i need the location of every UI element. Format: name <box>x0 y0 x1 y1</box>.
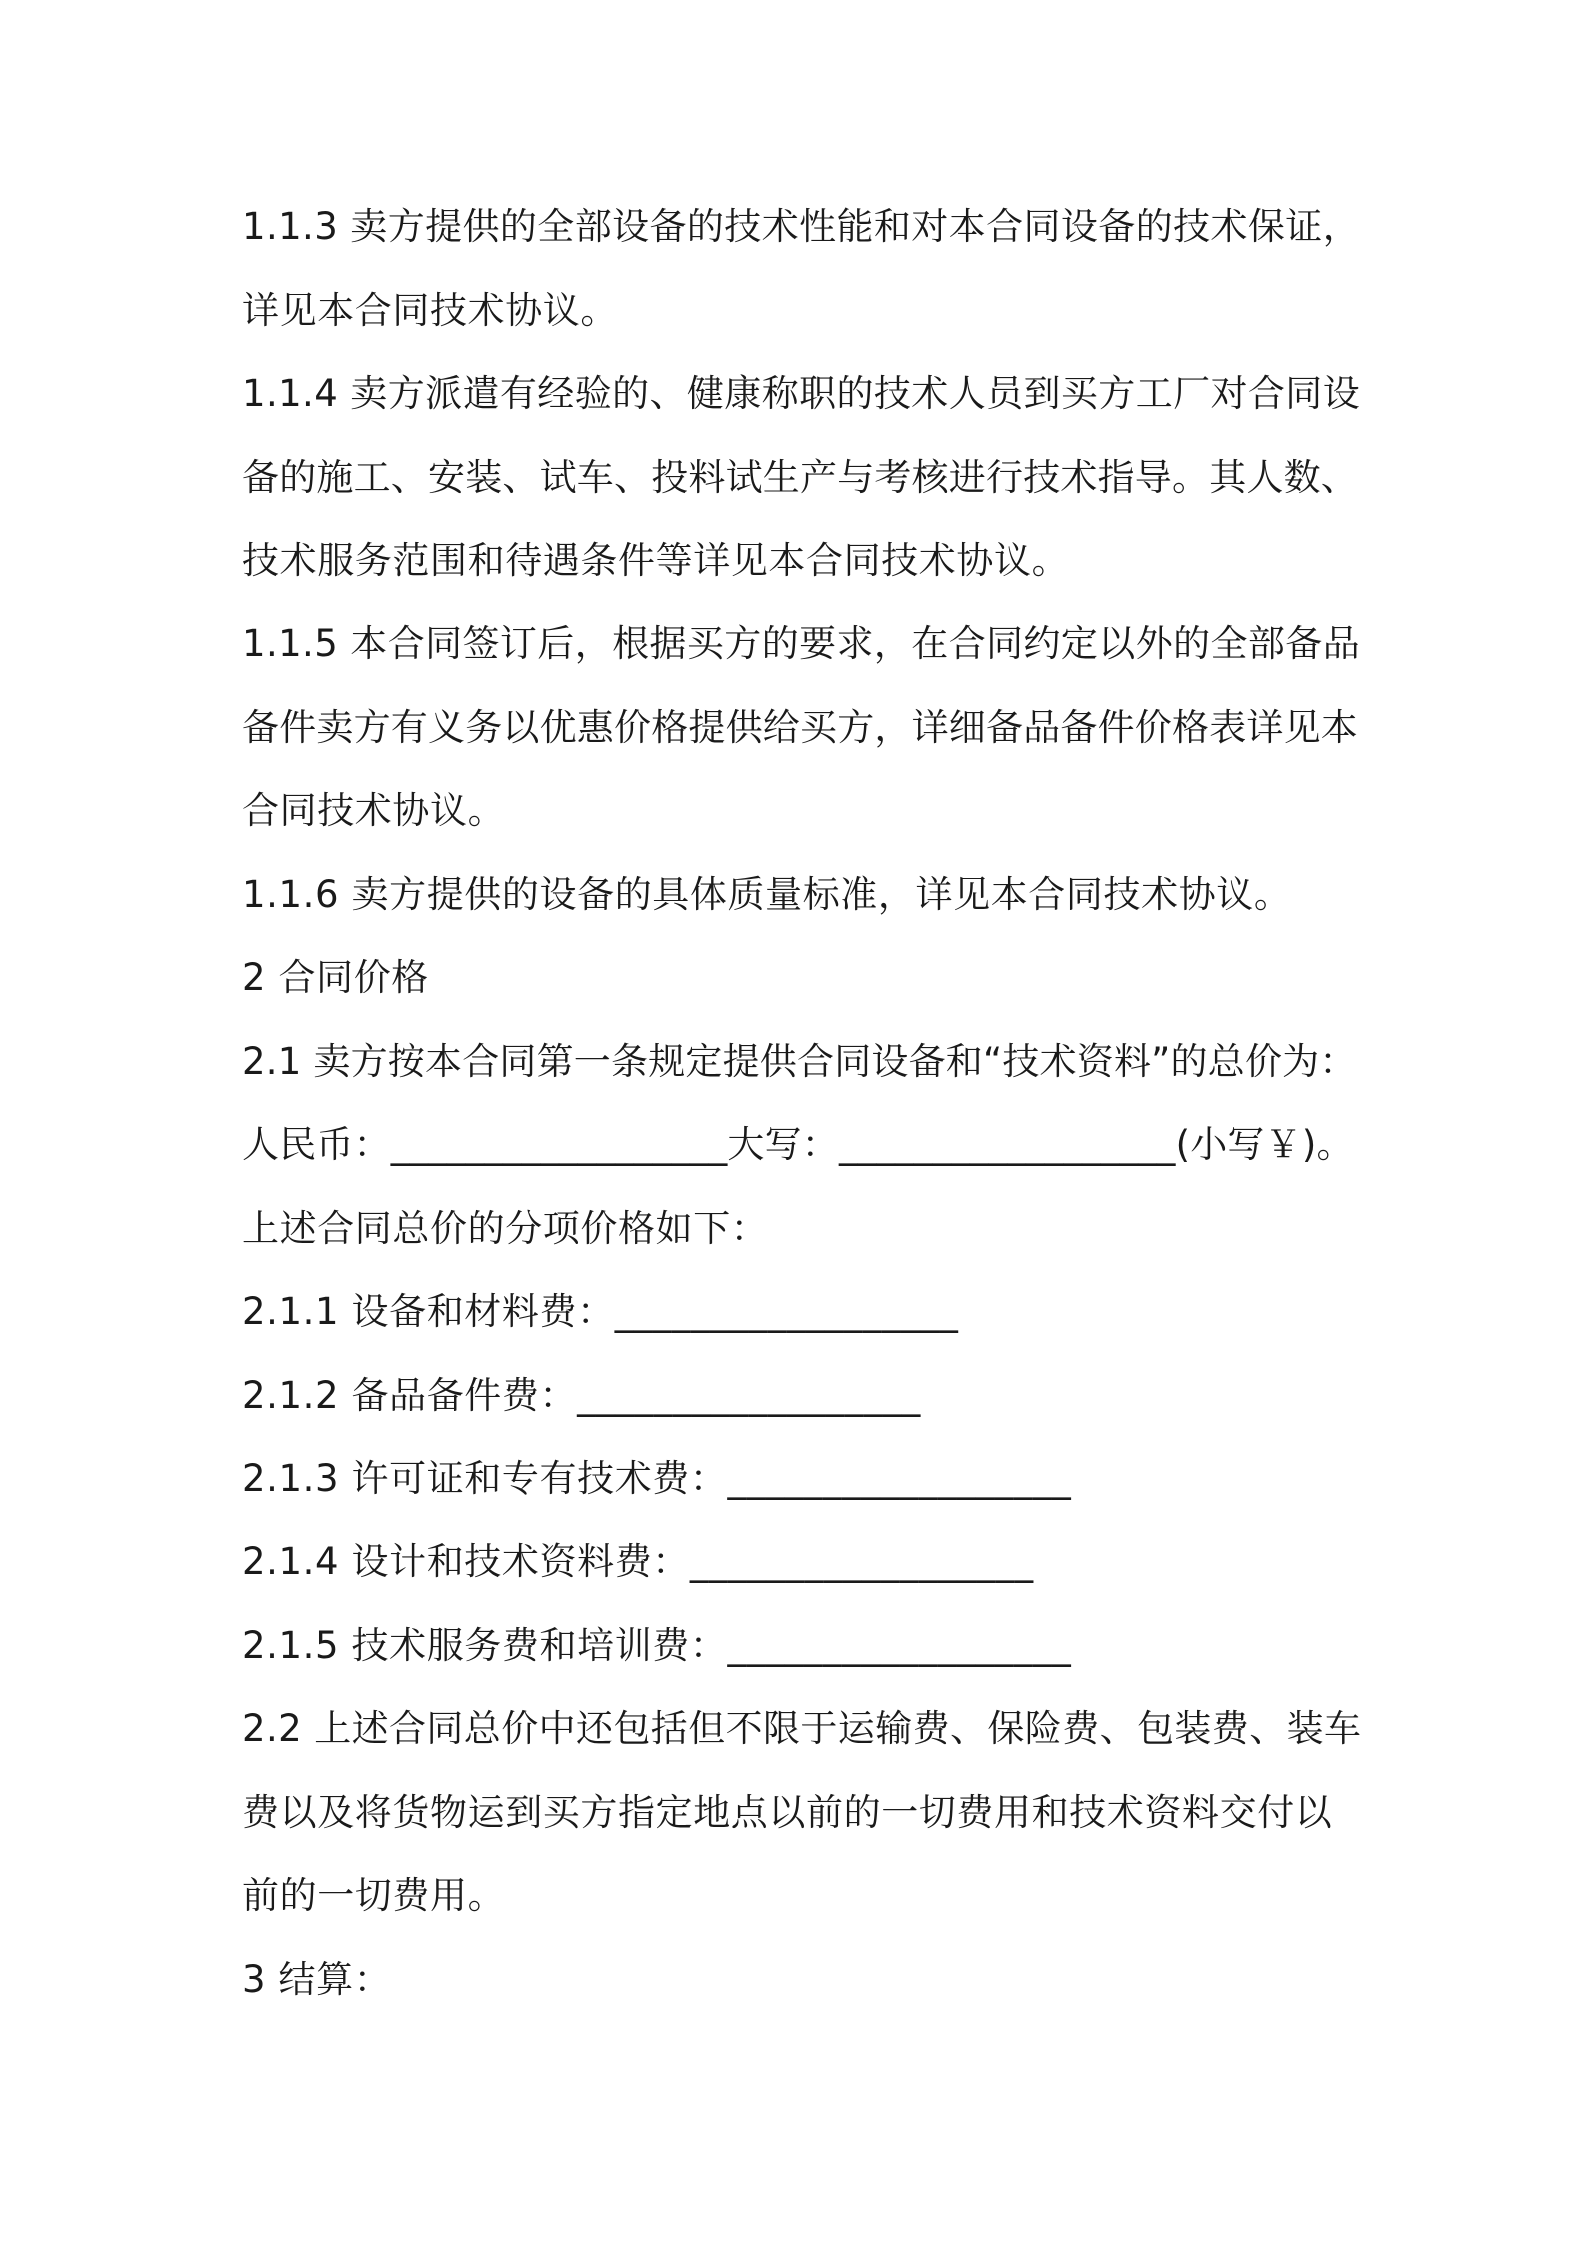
clause-1-1-6: 1.1.6 卖方提供的设备的具体质量标准，详见本合同技术协议。 <box>242 873 1292 916</box>
clause-1-1-3-line-1: 1.1.3 卖方提供的全部设备的技术性能和对本合同设备的技术保证， <box>242 205 1361 248</box>
clause-2-1-1: 2.1.1 设备和材料费：__________________ <box>242 1290 959 1333</box>
clause-1-1-3-line-2: 详见本合同技术协议。 <box>242 289 618 332</box>
clause-2-1-line-3: 上述合同总价的分项价格如下： <box>242 1207 769 1250</box>
clause-2-2-line-2: 费以及将货物运到买方指定地点以前的一切费用和技术资料交付以 <box>242 1791 1333 1834</box>
clause-2-1-line-1: 2.1 卖方按本合同第一条规定提供合同设备和“技术资料”的总价为： <box>242 1040 1357 1083</box>
clause-1-1-5-line-3: 合同技术协议。 <box>242 789 506 832</box>
clause-2-1-2: 2.1.2 备品备件费：__________________ <box>242 1374 921 1417</box>
clause-2-2-line-3: 前的一切费用。 <box>242 1874 506 1917</box>
section-3-heading: 3 结算： <box>242 1958 392 2001</box>
clause-2-1-5: 2.1.5 技术服务费和培训费：__________________ <box>242 1624 1072 1667</box>
clause-2-1-line-2: 人民币：__________________大写：__________________(小写￥)。 <box>242 1123 1354 1166</box>
clause-2-1-4: 2.1.4 设计和技术资料费：__________________ <box>242 1540 1034 1583</box>
clause-1-1-4-line-2: 备的施工、安装、试车、投料试生产与考核进行技术指导。其人数、 <box>242 456 1358 499</box>
clause-1-1-5-line-2: 备件卖方有义务以优惠价格提供给买方，详细备品备件价格表详见本 <box>242 706 1358 749</box>
clause-2-2-line-1: 2.2 上述合同总价中还包括但不限于运输费、保险费、包装费、装车 <box>242 1707 1362 1750</box>
clause-2-1-3: 2.1.3 许可证和专有技术费：__________________ <box>242 1457 1072 1500</box>
clause-1-1-4-line-3: 技术服务范围和待遇条件等详见本合同技术协议。 <box>242 539 1070 582</box>
clause-1-1-4-line-1: 1.1.4 卖方派遣有经验的、健康称职的技术人员到买方工厂对合同设 <box>242 372 1361 415</box>
clause-1-1-5-line-1: 1.1.5 本合同签订后，根据买方的要求，在合同约定以外的全部备品 <box>242 622 1361 665</box>
section-2-heading: 2 合同价格 <box>242 956 429 999</box>
